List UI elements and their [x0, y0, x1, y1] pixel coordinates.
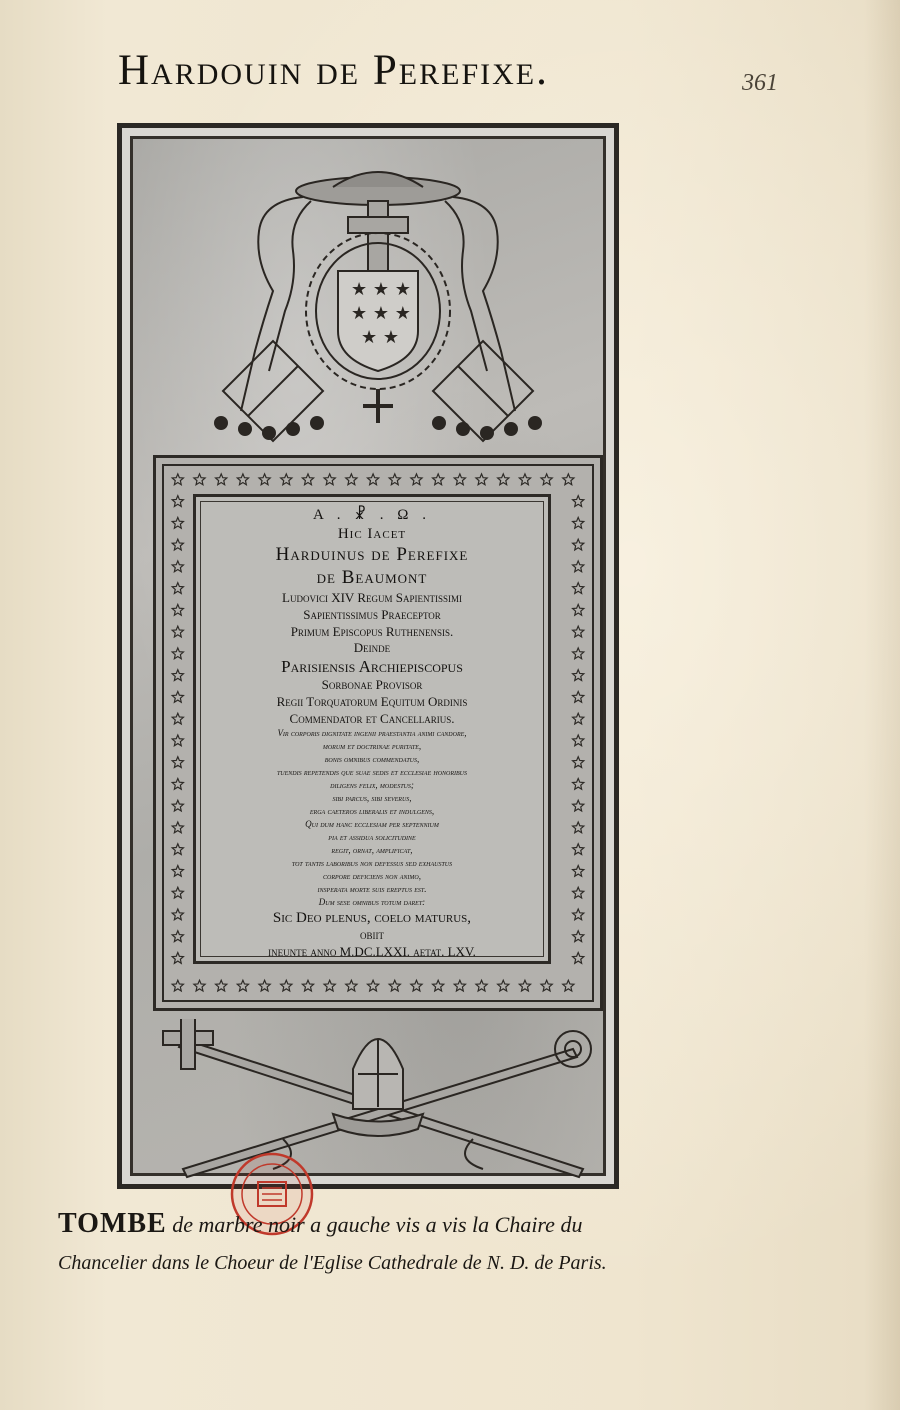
- inscription-line: Sapientissimus Praeceptor: [303, 607, 441, 622]
- page-title: Hardouin de Perefixe.: [118, 47, 549, 94]
- inscription-line: Sic Deo plenus, coelo maturus,: [272, 910, 472, 926]
- inscription-line: diligens felix, modestus;: [330, 780, 414, 790]
- inscription-line: obiit: [360, 927, 384, 942]
- page-number: 361: [742, 70, 778, 96]
- inscription-line: tot tantis laboribus non defessus sed exhaustus: [291, 858, 453, 868]
- inscription-line: Harduinus de Perefixe: [275, 544, 469, 565]
- inscription-line: Commendator et Cancellarius.: [289, 711, 455, 726]
- inscription-line: regit, ornat, amplificat,: [331, 845, 413, 855]
- inscription-panel: [193, 494, 551, 964]
- page-caption: [58, 1205, 758, 1282]
- inscription-line: Vir corporis dignitate ingenii praestantia animi candore,: [277, 728, 467, 738]
- caption-text-line2: Chancelier dans le Choeur de l'Eglise Cathedrale de N. D. de Paris.: [58, 1252, 607, 1274]
- inscription-line: de Beaumont: [316, 567, 428, 588]
- inscription-line: bonis omnibus commendatus,: [324, 754, 420, 764]
- inscription-line: sibi parcus, sibi severus,: [332, 793, 412, 803]
- caption-text: de marbre noir a gauche vis a vis la Chaire du: [166, 1212, 583, 1237]
- coat-of-arms-icon: [193, 161, 563, 461]
- inscription-line: erga caeteros liberalis et indulgens,: [309, 806, 435, 816]
- svg-text:★ ★ ★: ★ ★ ★: [351, 303, 411, 324]
- cross-mitre-crosier-icon: [153, 1019, 603, 1184]
- inscription-line: Hic Iacet: [337, 526, 407, 542]
- inscription-line: ineunte anno M.DC.LXXI. aetat. LXV.: [268, 944, 476, 959]
- caption-lead: TOMBE: [58, 1208, 167, 1239]
- inscription-frame: [153, 455, 603, 1011]
- svg-text:★ ★: ★ ★: [361, 327, 399, 348]
- inscription-line: Qui dum hanc ecclesiam per septennium: [305, 819, 439, 829]
- inscription-line: corpore deficiens non animo,: [323, 871, 421, 881]
- svg-text:★ ★ ★: ★ ★ ★: [351, 279, 411, 300]
- inscription-line: Deinde: [353, 640, 391, 655]
- inscription-line: A . ☧ . Ω .: [313, 507, 431, 523]
- tomb-drawing: [117, 123, 619, 1189]
- inscription-line: pia et assidua solicitudine: [328, 832, 416, 842]
- epitaph-text: [204, 505, 540, 960]
- inscription-line: morum et doctrinae puritate,: [322, 741, 422, 751]
- inscription-line: tuendis repetendis que suae sedis et ecclesiae honoribus: [276, 767, 468, 777]
- inscription-line: Primum Episcopus Ruthenensis.: [290, 624, 454, 639]
- inscription-line: Parisiensis Archiepiscopus: [281, 657, 463, 676]
- inscription-line: Regii Torquatorum Equitum Ordinis: [276, 694, 468, 709]
- inscription-line: insperata morte suis ereptus est.: [317, 884, 427, 894]
- tomb-slab: [130, 136, 606, 1176]
- inscription-line: Ludovici XIV Regum Sapientissimi: [282, 590, 462, 605]
- inscription-line: Dum sese omnibus totum daret:: [318, 897, 426, 907]
- inscription-line: Sorbonae Provisor: [321, 677, 423, 692]
